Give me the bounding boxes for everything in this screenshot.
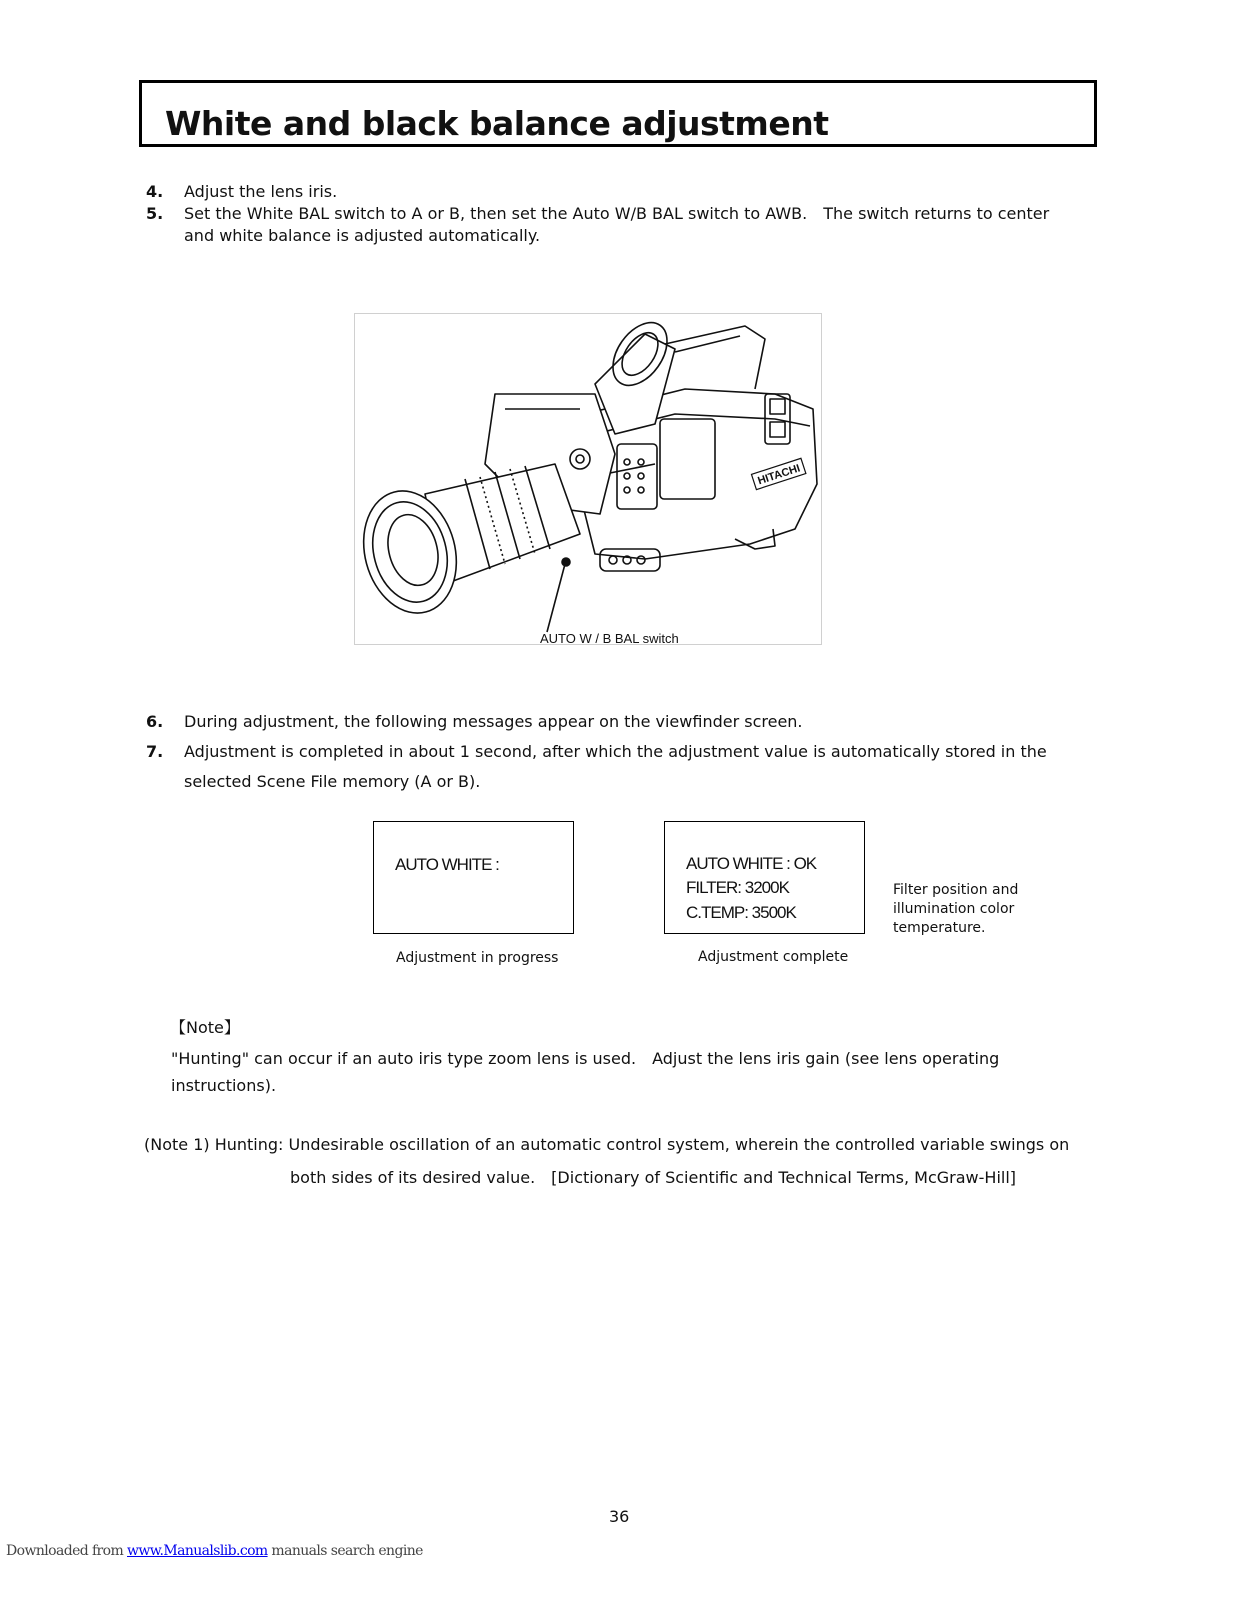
step-number: 5. <box>146 204 164 223</box>
note-heading: 【Note】 <box>170 1018 240 1037</box>
step-number: 4. <box>146 182 164 201</box>
camera-brand-logo: HITACHI <box>756 462 802 488</box>
footer-suffix: manuals search engine <box>267 1543 423 1559</box>
note-text: instructions). <box>171 1076 277 1095</box>
footnote-text: both sides of its desired value. [Dictionary of Scientific and Technical Terms, McGraw-Hill] <box>290 1168 1017 1187</box>
camcorder-illustration <box>355 314 821 644</box>
page-title: White and black balance adjustment <box>165 104 829 143</box>
complete-caption: Adjustment complete <box>698 949 849 965</box>
side-note: Filter position and <box>893 882 1019 898</box>
viewfinder-color-temp: C.TEMP: 3500K <box>686 903 796 922</box>
manualslib-link[interactable]: www.Manualslib.com <box>127 1543 268 1559</box>
side-note: temperature. <box>893 920 986 936</box>
viewfinder-message: AUTO WHITE : <box>395 855 499 874</box>
progress-caption: Adjustment in progress <box>396 950 559 966</box>
footnote-text: (Note 1) Hunting: Undesirable oscillation of an automatic control system, wherein the controlled variable swings on <box>144 1135 1070 1154</box>
step-text: During adjustment, the following messages appear on the viewfinder screen. <box>184 712 803 731</box>
step-text: Set the White BAL switch to A or B, then set the Auto W/B BAL switch to AWB. The switch returns to center <box>184 204 1050 223</box>
page-number: 36 <box>609 1507 630 1526</box>
note-text: "Hunting" can occur if an auto iris type zoom lens is used. Adjust the lens iris gain (see lens operating <box>171 1049 1000 1068</box>
figure-caption: AUTO W / B BAL switch <box>540 631 679 646</box>
side-note: illumination color <box>893 901 1015 917</box>
step-text: Adjust the lens iris. <box>184 182 338 201</box>
viewfinder-message: AUTO WHITE : OK <box>686 854 817 873</box>
viewfinder-progress-box <box>373 821 574 934</box>
camera-figure <box>354 313 822 645</box>
footer-prefix: Downloaded from <box>6 1543 127 1559</box>
footer <box>6 1543 423 1559</box>
viewfinder-filter: FILTER: 3200K <box>686 878 789 897</box>
step-text: Adjustment is completed in about 1 second, after which the adjustment value is automatically stored in the <box>184 742 1047 761</box>
step-text: and white balance is adjusted automatically. <box>184 226 541 245</box>
step-text: selected Scene File memory (A or B). <box>184 772 481 791</box>
step-number: 6. <box>146 712 164 731</box>
step-number: 7. <box>146 742 164 761</box>
